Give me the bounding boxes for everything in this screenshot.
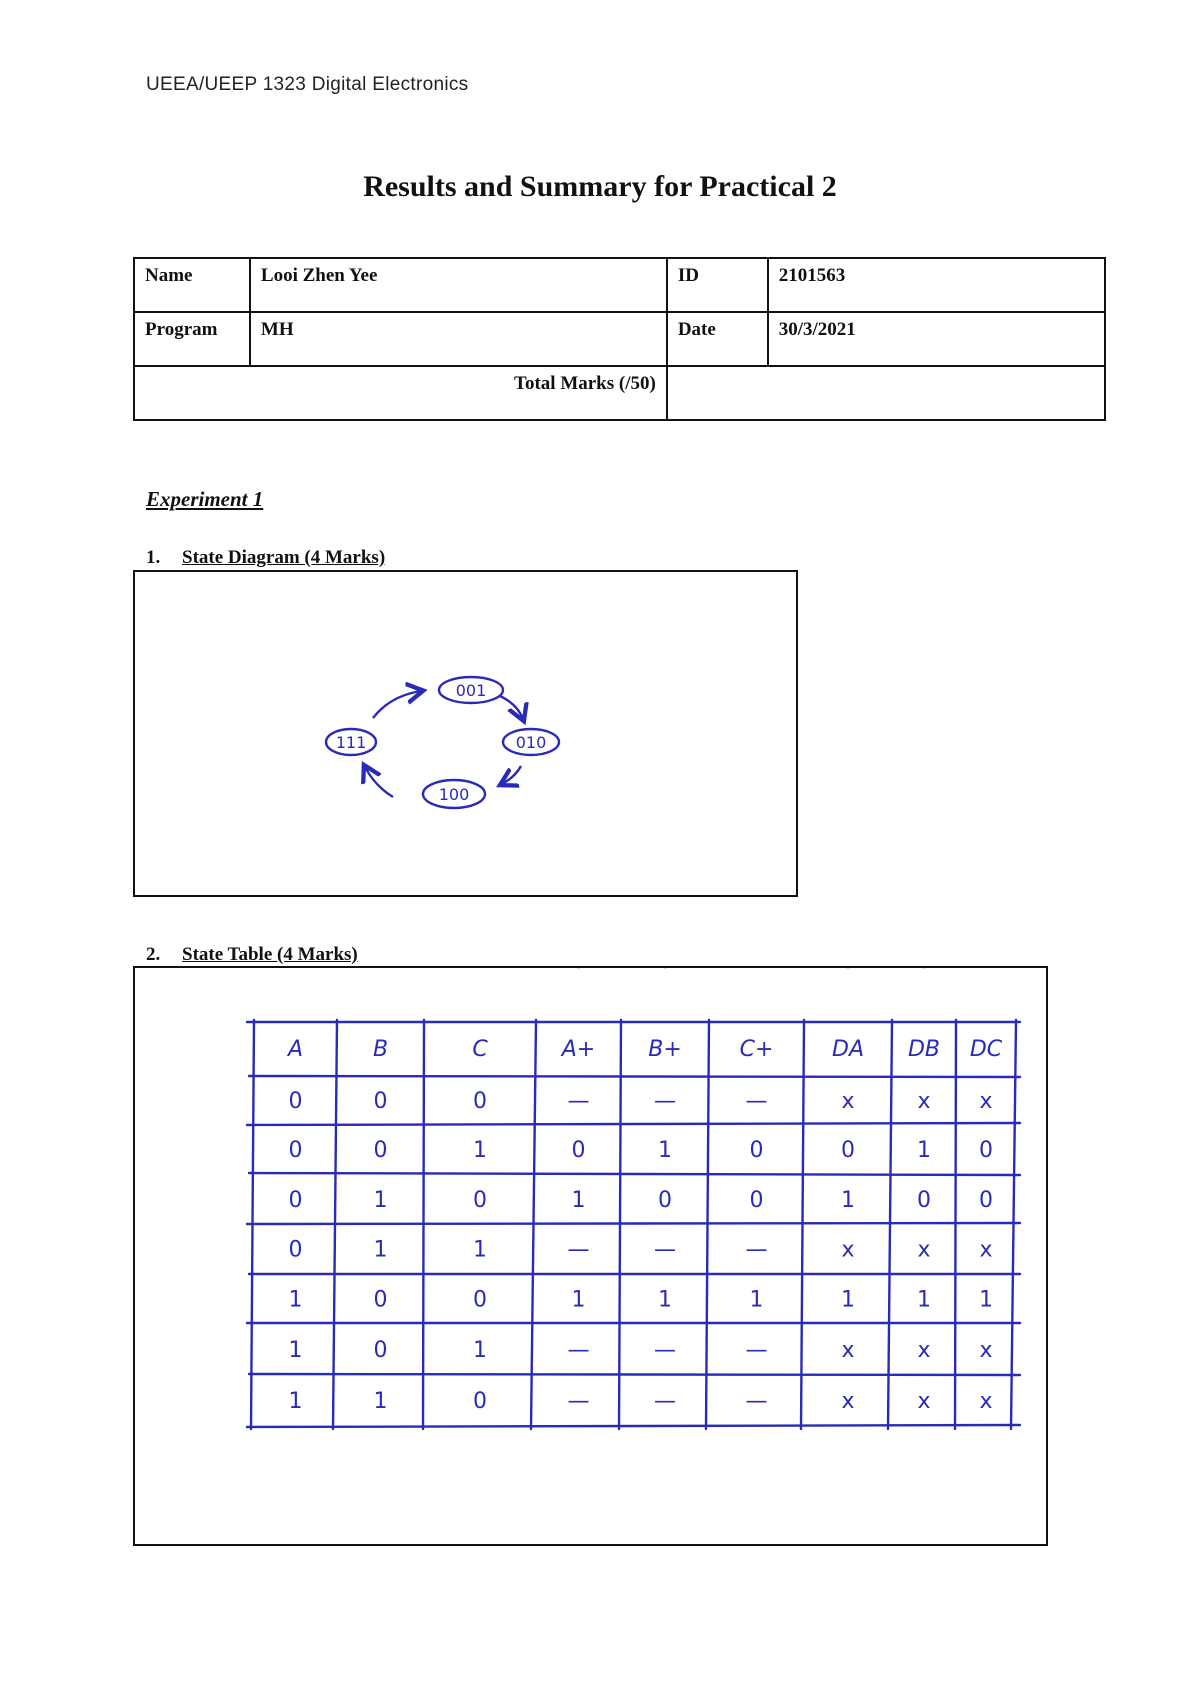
table-row-line [249, 1076, 1020, 1077]
table-cell: — [654, 1389, 676, 1414]
table-header-cell: A+ [561, 1037, 596, 1062]
table-column-line [706, 1020, 709, 1429]
table-cell: — [654, 1338, 676, 1363]
state-diagram-box [133, 570, 798, 897]
table-header-cell: C+ [739, 1037, 774, 1062]
table-cell: — [567, 1089, 590, 1114]
table-cell: 1 [288, 1389, 303, 1414]
table-cell: 1 [373, 1237, 388, 1263]
table-cell: x [979, 1237, 993, 1263]
table-cell: 0 [373, 1287, 388, 1313]
table-cell: 1 [841, 1287, 855, 1313]
table-cell: — [567, 1338, 590, 1363]
table-cell: 1 [749, 1287, 764, 1313]
table-header-cell: C [472, 1037, 488, 1062]
table-row [134, 312, 1105, 366]
table-cell: x [841, 1338, 855, 1363]
table-cell: 0 [571, 1138, 586, 1163]
date-label: Date [667, 312, 768, 366]
table-cell: x [917, 1237, 931, 1263]
table-cell: 0 [979, 1138, 993, 1163]
table-column-line [423, 1020, 424, 1429]
table-cell: 0 [473, 1089, 487, 1114]
table-cell: 0 [473, 1287, 487, 1313]
table-header-cell: B [372, 1037, 389, 1062]
table-row-line [247, 1223, 1020, 1224]
table-cell: 0 [288, 1237, 303, 1263]
table-cell: 0 [373, 1138, 388, 1163]
table-cell: 0 [749, 1138, 764, 1163]
total-marks-label: Total Marks (/50) [134, 366, 667, 420]
table-cell: 1 [373, 1188, 388, 1213]
table-cell: 1 [841, 1188, 855, 1213]
table-cell: 0 [658, 1188, 672, 1213]
state-table-drawing [135, 968, 1046, 1544]
table-row [134, 258, 1105, 312]
transition-111-001 [373, 691, 421, 718]
section-1-heading [146, 547, 385, 569]
table-cell: 1 [571, 1188, 586, 1213]
program-value: MH [250, 312, 667, 366]
table-cell: — [745, 1237, 768, 1263]
table-cell [374, 968, 388, 974]
total-marks-value [667, 366, 1105, 420]
state-111-label: 111 [335, 733, 367, 752]
table-cell: 1 [473, 1237, 487, 1263]
id-label: ID [667, 258, 768, 312]
table-cell [917, 968, 931, 974]
transition-100-111 [365, 767, 393, 797]
table-cell [473, 968, 487, 974]
table-row-line [249, 1374, 1020, 1375]
section-number: 1. [146, 547, 161, 568]
table-cell [750, 968, 764, 974]
experiment-title: Experiment 1 [146, 487, 264, 511]
table-column-line [955, 1020, 956, 1429]
table-cell: 1 [979, 1287, 993, 1313]
table-cell: 1 [288, 1287, 303, 1313]
table-cell: — [567, 1237, 590, 1263]
table-cell: 0 [473, 1188, 487, 1213]
table-cell: 1 [373, 1389, 388, 1414]
table-cell: 1 [288, 1338, 303, 1363]
state-001-label: 001 [455, 681, 487, 700]
info-table [133, 257, 1106, 421]
program-label: Program [134, 312, 250, 366]
table-header-cell: A [287, 1037, 304, 1062]
course-header: UEEA/UEEP 1323 Digital Electronics [146, 74, 469, 95]
table-header-cell: B+ [648, 1037, 682, 1062]
table-cell: x [917, 1389, 931, 1414]
table-cell: 0 [373, 1089, 388, 1114]
table-cell [979, 968, 993, 974]
table-cell: 1 [571, 1287, 586, 1313]
table-column-line [251, 1020, 254, 1429]
table-cell: — [654, 1237, 676, 1263]
table-cell: — [567, 1389, 590, 1414]
name-value: Looi Zhen Yee [250, 258, 667, 312]
table-column-line [1011, 1020, 1016, 1429]
table-cell: x [841, 1389, 855, 1414]
table-cell: x [841, 1089, 855, 1114]
table-row [134, 366, 1105, 420]
table-column-line [888, 1020, 892, 1429]
table-header-cell: DB [907, 1037, 941, 1062]
id-value: 2101563 [768, 258, 1105, 312]
table-cell: 1 [658, 1138, 672, 1163]
table-header-cell: DA [832, 1037, 864, 1062]
state-diagram [135, 572, 796, 895]
table-cell: x [917, 1338, 931, 1363]
name-label: Name [134, 258, 250, 312]
section-title: State Table (4 Marks) [182, 944, 358, 965]
table-cell: 1 [917, 1138, 931, 1163]
table-row-line [249, 1173, 1020, 1175]
table-row-line [247, 1123, 1020, 1125]
table-column-line [619, 1020, 621, 1429]
state-table-box [133, 966, 1048, 1546]
table-cell: 0 [288, 1138, 303, 1163]
transition-001-010 [500, 696, 523, 719]
table-cell: 0 [473, 1389, 487, 1414]
table-cell: 0 [841, 1138, 855, 1163]
table-cell: — [745, 1389, 768, 1414]
table-cell [658, 968, 672, 974]
table-cell: x [917, 1089, 931, 1114]
table-cell: 1 [473, 1338, 487, 1363]
table-cell: 1 [917, 1287, 931, 1313]
table-cell [841, 968, 855, 974]
table-cell: 1 [473, 1138, 487, 1163]
date-value: 30/3/2021 [768, 312, 1105, 366]
table-cell: x [979, 1089, 993, 1114]
table-cell: 0 [288, 1089, 303, 1114]
table-cell: 0 [917, 1188, 931, 1213]
table-cell [289, 968, 303, 974]
table-cell: x [979, 1389, 993, 1414]
table-cell: 1 [658, 1287, 672, 1313]
table-cell: 0 [373, 1338, 388, 1363]
table-header-cell: DC [969, 1037, 1003, 1062]
table-row-line [247, 1425, 1020, 1427]
section-number: 2. [146, 944, 161, 965]
table-cell: 0 [288, 1188, 303, 1213]
table-cell: 0 [979, 1188, 993, 1213]
table-column-line [801, 1020, 804, 1429]
table-cell: — [745, 1089, 768, 1114]
table-cell: 0 [749, 1188, 764, 1213]
state-010-label: 010 [515, 733, 547, 752]
section-title: State Diagram (4 Marks) [182, 547, 386, 568]
page-title: Results and Summary for Practical 2 [363, 170, 837, 203]
table-cell: — [745, 1338, 768, 1363]
table-cell: x [979, 1338, 993, 1363]
table-cell: — [654, 1089, 676, 1114]
table-cell: x [841, 1237, 855, 1263]
section-2-heading [146, 944, 358, 966]
transition-010-100 [502, 766, 521, 784]
state-100-label: 100 [438, 785, 470, 804]
table-cell [572, 968, 586, 974]
